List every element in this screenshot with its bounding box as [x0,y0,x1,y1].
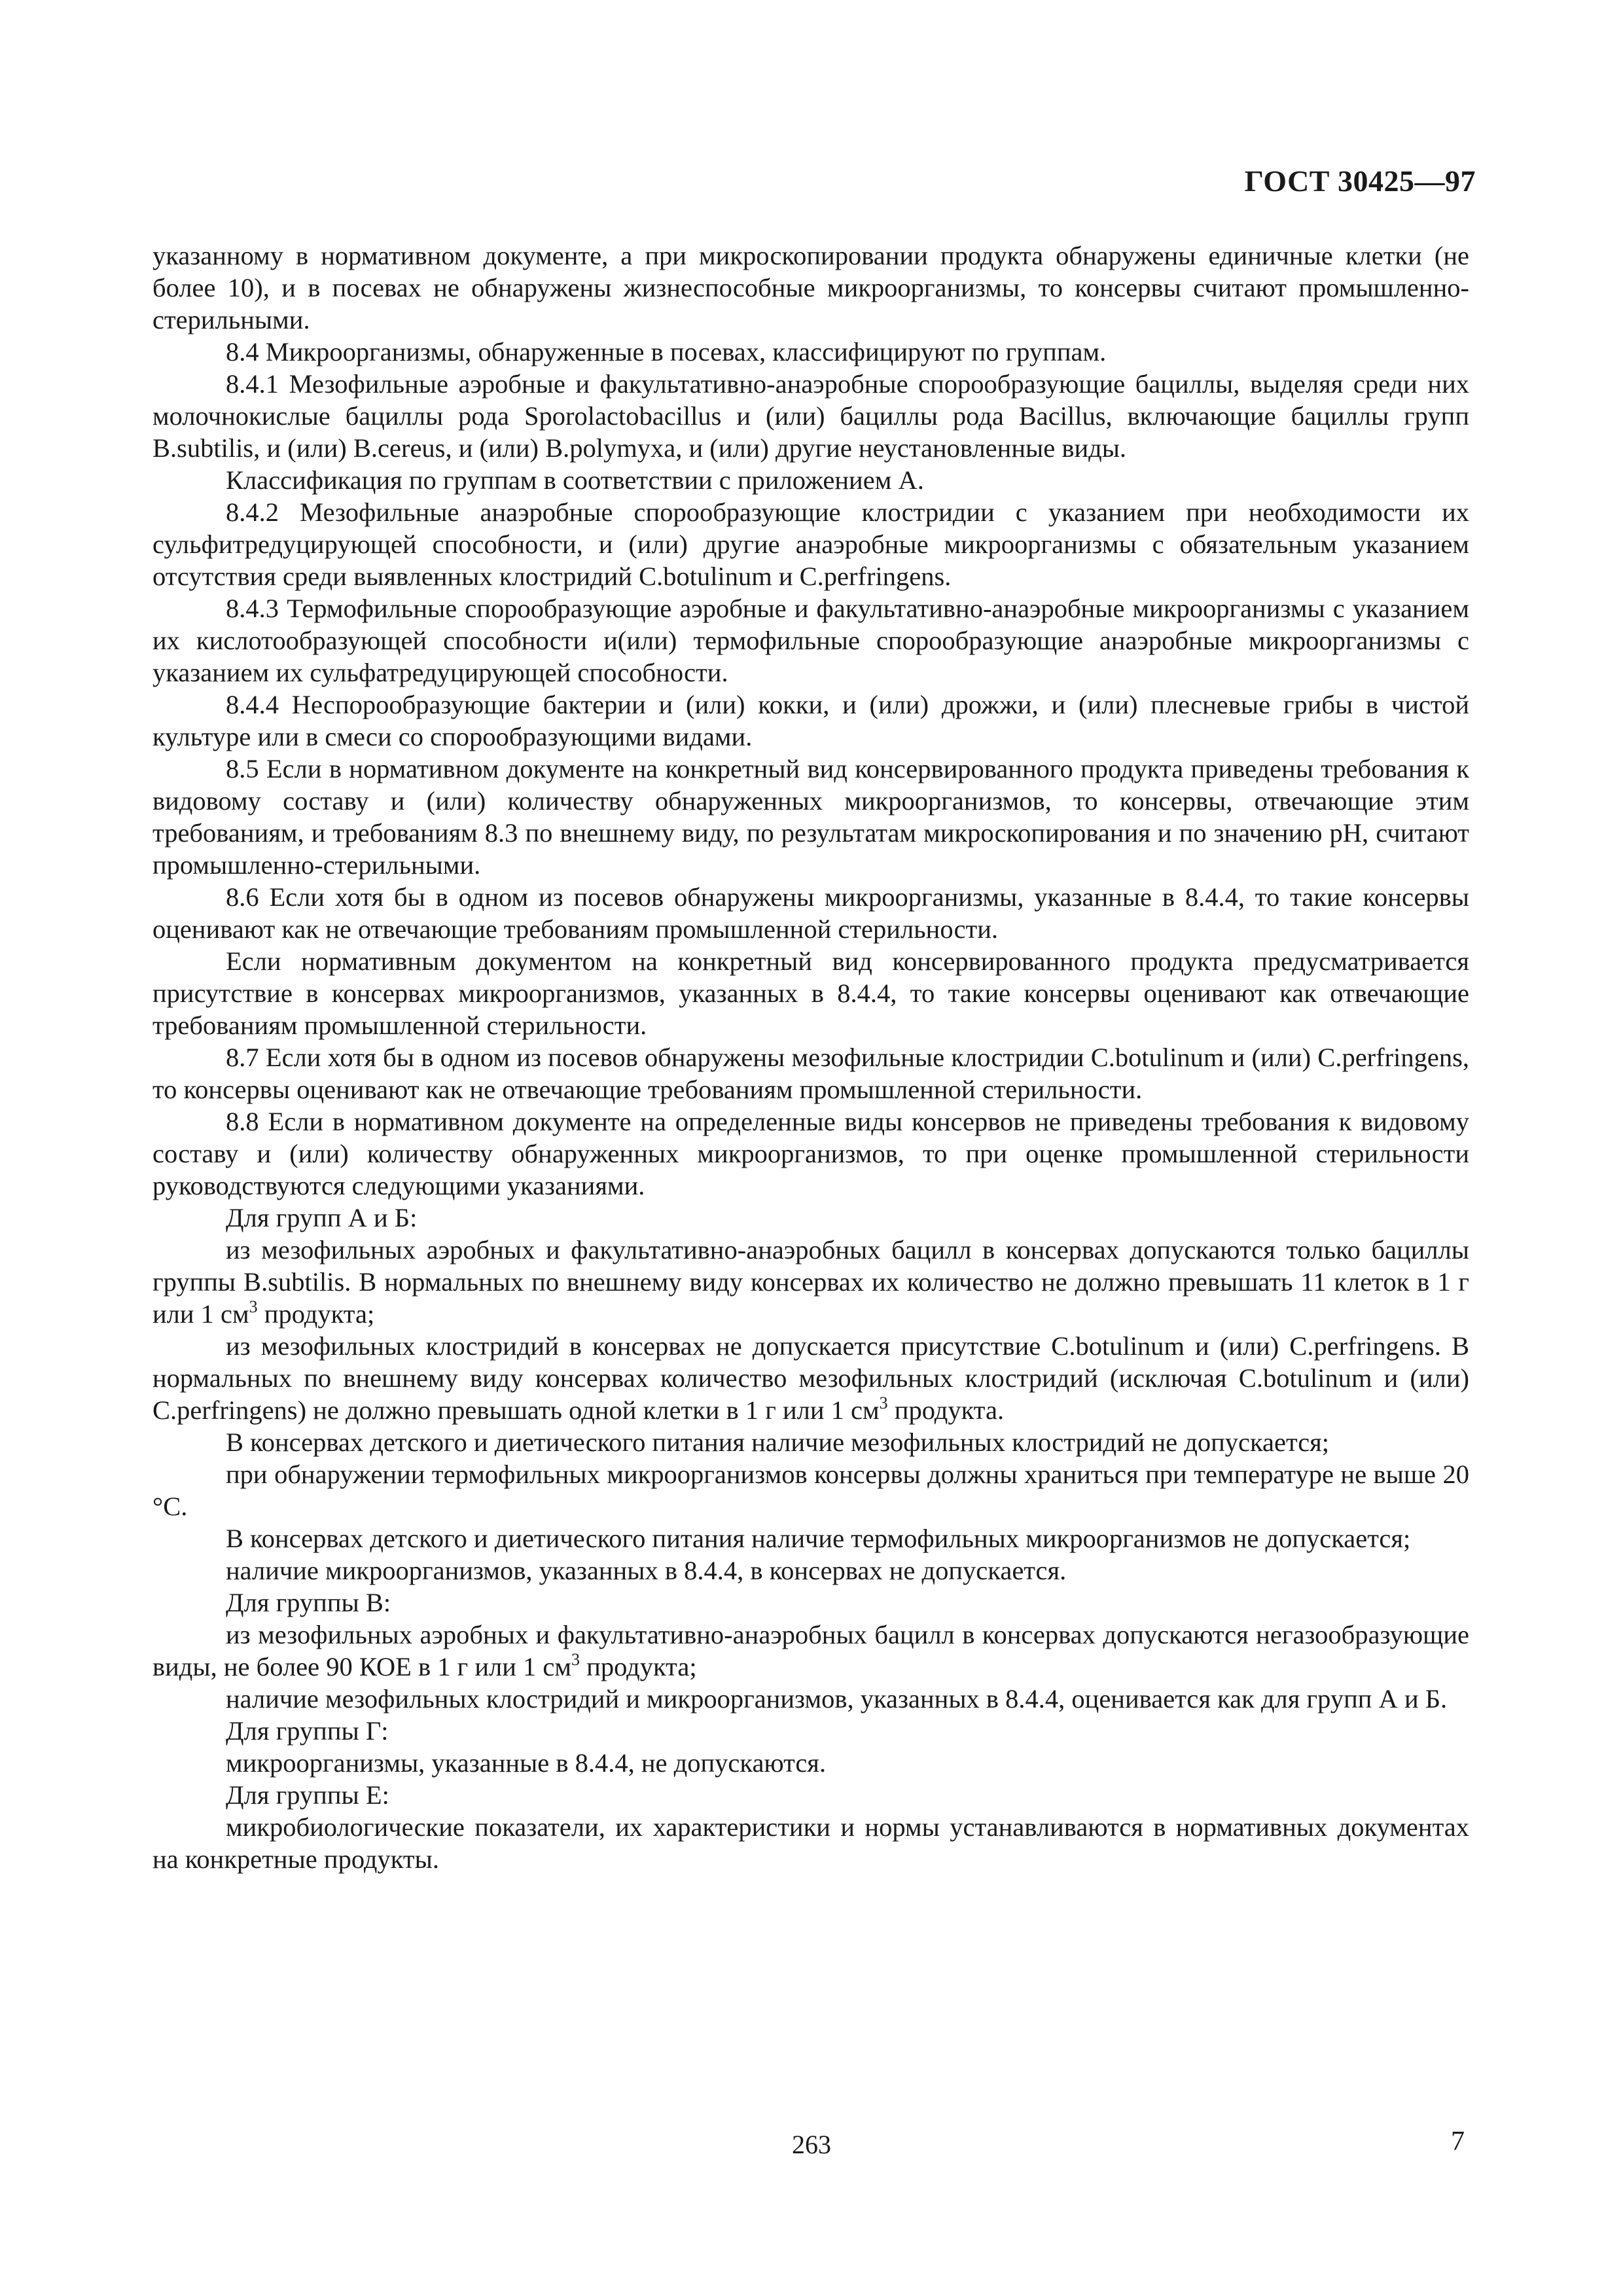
paragraph-8-6-note: Если нормативным документом на конкретный вид консервированного продукта предусматривается присутствие в консервах микроорганизмов, указанных в 8.4.4, то такие консервы оценивают как отвечающие требованиям промышленной стерильности. [152,946,1469,1040]
text-run: продукта; [257,1299,375,1329]
paragraph-groups-a-b-clostridia [152,1330,1469,1426]
paragraph-8-4-4: 8.4.4 Неспорообразующие бактерии и (или) кокки, и (или) дрожжи, и (или) плесневые грибы в чистой культуре или в смеси со спорообразующими видами. [152,690,1469,751]
page-number-right: 7 [1451,2126,1465,2157]
text-run: продукта. [887,1395,1005,1425]
text-run: продукта; [580,1652,697,1681]
document-body [152,240,1469,1875]
superscript: 3 [879,1393,888,1412]
page-number-center: 263 [792,2130,831,2159]
paragraph-group-v-heading: Для группы В: [226,1588,391,1617]
paragraph-group-g-heading: Для группы Г: [226,1716,389,1746]
paragraph-8-6: 8.6 Если хотя бы в одном из посевов обнаружены микроорганизмы, указанные в 8.4.4, то такие консервы оценивают как не отвечающие требованиям промышленной стерильности. [152,882,1469,944]
paragraph-8-4-1: 8.4.1 Мезофильные аэробные и факультативно-анаэробные спорообразующие бациллы, выделяя среди них молочнокислые бациллы рода Sporolactobacillus и (или) бациллы рода Bacillus, включающие бациллы групп B.subtilis, и (или) B.cereus, и (или) B.polymyxa, и (или) другие неустановленные виды. [152,369,1469,463]
text-run: из мезофильных клостридий в консервах не допускается присутствие C.botulinum и (или) C.perfringens. В нормальных по внешнему виду консервах количество мезофильных клостридий (исключая C.botulinum и (или) C.perfringens) не должно превышать одной клетки в 1 г или 1 см [152,1331,1469,1425]
paragraph-group-g-text: микроорганизмы, указанные в 8.4.4, не допускаются. [226,1748,827,1778]
paragraph-group-e-text: микробиологические показатели, их характеристики и нормы устанавливаются в нормативных документах на конкретные продукты. [152,1812,1469,1874]
document-code-header: ГОСТ 30425—97 [1244,164,1476,198]
paragraph-8-4-2: 8.4.2 Мезофильные анаэробные спорообразующие клостридии с указанием при необходимости их сульфитредуцирующей способности, и (или) другие анаэробные микроорганизмы с обязательным указанием отсутствия среди выявленных клостридий C.botulinum и C.perfringens. [152,497,1469,591]
paragraph-group-v-clostridia: наличие мезофильных клостридий и микроорганизмов, указанных в 8.4.4, оценивается как для групп А и Б. [226,1684,1448,1713]
text-run: из мезофильных аэробных и факультативно-анаэробных бацилл в консервах допускаются негазообразующие виды, не более 90 КОЕ в 1 г или 1 см [152,1620,1469,1681]
paragraph-8-4: 8.4 Микроорганизмы, обнаруженные в посевах, классифицируют по группам. [226,337,1107,367]
superscript: 3 [249,1297,258,1316]
paragraph-8-8: 8.8 Если в нормативном документе на определенные виды консервов не приведены требования к видовому составу и (или) количеству обнаруженных микроорганизмов, то при оценке промышленной стерильности руководствуются следующими указаниями. [152,1107,1469,1200]
paragraph-groups-a-b-bacilli [152,1234,1469,1330]
text-run: из мезофильных аэробных и факультативно-анаэробных бацилл в консервах допускаются только бациллы группы B.subtilis. В нормальных по внешнему виду консервах их количество не должно превышать 11 клеток в 1 г или 1 см [152,1235,1469,1329]
paragraph-8-4-4-not-allowed: наличие микроорганизмов, указанных в 8.4.4, в консервах не допускается. [226,1556,1067,1585]
paragraph-group-v-bacilli [152,1619,1469,1683]
paragraph-8-4-3: 8.4.3 Термофильные спорообразующие аэробные и факультативно-анаэробные микроорганизмы с указанием их кислотообразующей способности и(или) термофильные спорообразующие анаэробные микроорганизмы с указанием их сульфатредуцирующей способности. [152,594,1469,687]
paragraph-thermophilic-storage: при обнаружении термофильных микроорганизмов консервы должны храниться при температуре не выше 20 °С. [152,1460,1469,1521]
paragraph-groups-a-b-heading: Для групп А и Б: [226,1203,418,1232]
paragraph-8-5: 8.5 Если в нормативном документе на конкретный вид консервированного продукта приведены требования к видовому составу и (или) количеству обнаруженных микроорганизмов, то консервы, отвечающие этим требованиям, и требованиям 8.3 по внешнему виду, по результатам микроскопирования и по значению pH, считают промышленно-стерильными. [152,754,1469,880]
superscript: 3 [571,1650,580,1669]
paragraph-8-7: 8.7 Если хотя бы в одном из посевов обнаружены мезофильные клостридии C.botulinum и (или) C.perfringens, то консервы оценивают как не отвечающие требованиям промышленной стерильности. [152,1043,1469,1104]
paragraph-continuation: указанному в нормативном документе, а при микроскопировании продукта обнаружены единичные клетки (не более 10), и в посевах не обнаружены жизнеспособные микроорганизмы, то консервы считают промышленно-стерильными. [152,241,1469,334]
paragraph-group-e-heading: Для группы Е: [226,1780,389,1810]
paragraph-children-mesophilic: В консервах детского и диетического питания наличие мезофильных клостридий не допускается; [226,1427,1330,1457]
paragraph-children-thermophilic: В консервах детского и диетического питания наличие термофильных микроорганизмов не допускается; [226,1524,1411,1553]
paragraph-classification: Классификация по группам в соответствии с приложением А. [226,465,924,495]
